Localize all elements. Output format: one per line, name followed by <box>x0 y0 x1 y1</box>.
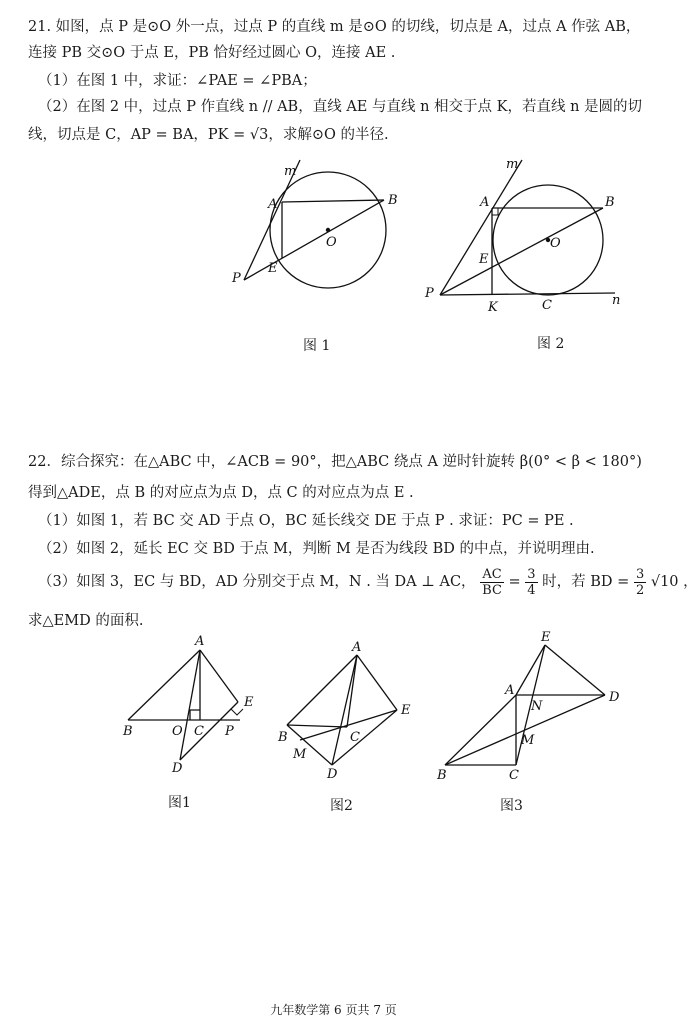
q22-fig1-label-c: C <box>194 724 204 739</box>
q22-fig3-label-d: D <box>609 690 620 705</box>
q21-part1: （1）在图 1 中，求证：∠PAE = ∠PBA； <box>38 73 317 89</box>
q22-line1: 22．综合探究：在△ABC 中，∠ACB = 90°，把△ABC 绕点 A 逆时针旋转 β(0° < β < 180°) <box>28 454 642 470</box>
q22-fig3-label-b: B <box>437 768 447 783</box>
q22-fig3-ed <box>545 645 605 695</box>
q21-fig2-caption: 图 2 <box>537 336 565 352</box>
q22-part1: （1）如图 1，若 BC 交 AD 于点 O，BC 延长线交 DE 于点 P . 求证：PC = PE . <box>38 513 574 529</box>
q22-fig2-ed <box>332 710 397 765</box>
q22-fig2-label-c: C <box>350 730 360 745</box>
q22-fig3-label-e: E <box>541 630 551 645</box>
q21-line1: 21. 如图，点 P 是⊙O 外一点，过点 P 的直线 m 是⊙O 的切线，切点是 A，过点 A 作弦 AB， <box>28 19 641 35</box>
q21-part2a: （2）在图 2 中，过点 P 作直线 n // AB，直线 AE 与直线 n 相交于点 K，若直线 n 是圆的切 <box>38 99 643 115</box>
q22-fig2-ae <box>357 655 397 710</box>
q21-fig2-label-e: E <box>479 252 489 267</box>
q22-fig1-label-p: P <box>225 724 234 739</box>
q22-fig2-caption: 图2 <box>330 798 353 814</box>
q22-fig1-label-e: E <box>244 695 254 710</box>
q22-fig1-label-b: B <box>123 724 133 739</box>
q22-fig3-label-m: M <box>521 733 535 748</box>
q21-fig1-label-m: m <box>284 164 297 179</box>
q22-fig1-label-a: A <box>195 634 205 649</box>
q22-fig1-label-o: O <box>172 724 183 739</box>
q22-fig3-label-c: C <box>509 768 519 783</box>
q22-fig3-bd <box>445 695 605 765</box>
q22-fig1-caption: 图1 <box>168 795 191 811</box>
q22-frac2-num: 3 <box>527 566 536 582</box>
q22-fig2-label-a: A <box>352 640 362 655</box>
q21-line2: 连接 PB 交⊙O 于点 E，PB 恰好经过圆心 O，连接 AE . <box>28 45 396 61</box>
q22-fig3-ab <box>445 695 516 765</box>
q22-frac1-den: BC <box>482 582 502 598</box>
q22-frac2-den: 4 <box>527 582 536 598</box>
q22-part3-text-a: （3）如图 3，EC 与 BD，AD 分别交于点 M，N . 当 DA ⊥ AC， <box>38 574 476 590</box>
q21-fig2-label-b: B <box>605 195 615 210</box>
q22-fig3-caption: 图3 <box>500 798 523 814</box>
q22-fig2-ab <box>287 655 357 725</box>
q22-fig3-label-n: N <box>531 699 543 714</box>
q22-fig2-label-b: B <box>278 730 288 745</box>
q22-fig1-right-angle-c <box>190 710 200 720</box>
q21-fig2-label-c: C <box>542 298 552 313</box>
q22-frac1-num: AC <box>480 567 504 583</box>
q21-fig2-label-o: O <box>550 236 561 251</box>
q21-part2b: 线，切点是 C，AP = BA，PK = √3，求解⊙O 的半径. <box>28 127 389 143</box>
q21-fig2-label-m: m <box>506 157 519 172</box>
q22-part3-text-c: 时，若 BD = <box>542 574 634 590</box>
q22-fig2-label-m: M <box>293 747 307 762</box>
q22-fig3-label-a: A <box>505 683 515 698</box>
q22-fig2-ad <box>332 655 357 765</box>
q21-fig2-label-a: A <box>480 195 490 210</box>
q22-part3-last: 求△EMD 的面积. <box>28 613 144 629</box>
q21-fig2-label-p: P <box>425 286 434 301</box>
q22-line2: 得到△ADE，点 B 的对应点为点 D，点 C 的对应点为点 E . <box>28 485 414 501</box>
q21-fig2-label-k: K <box>488 300 498 315</box>
q21-fig1-label-a: A <box>268 197 278 212</box>
q22-part3-text-b: = <box>508 574 526 590</box>
q22-fig2-bc <box>287 725 347 727</box>
q22-fig3-ae <box>516 645 545 695</box>
q22-fig2-label-e: E <box>401 703 411 718</box>
q22-fig1-ae <box>200 650 238 702</box>
q21-fig2-label-n: n <box>612 293 621 308</box>
q22-part2: （2）如图 2，延长 EC 交 BD 于点 M，判断 M 是否为线段 BD 的中点，并说明理由. <box>38 541 595 557</box>
q22-frac3-den: 2 <box>635 582 645 598</box>
q21-fig1-caption: 图 1 <box>303 338 331 354</box>
q22-fig1-label-d: D <box>172 761 183 776</box>
page-footer: 九年数学第 6 页共 7 页 <box>270 1003 397 1017</box>
q21-fig1-label-o: O <box>326 235 337 250</box>
q22-fig2-label-d: D <box>327 767 338 782</box>
q21-fig1-label-p: P <box>232 271 241 286</box>
q22-fig1-right-angle-e <box>231 709 243 715</box>
q21-fig1-label-b: B <box>388 193 398 208</box>
q22-part3-text-d: √10 ， <box>650 574 698 590</box>
q21-fig1-label-e: E <box>268 261 278 276</box>
q22-frac3-num: 3 <box>635 566 645 582</box>
